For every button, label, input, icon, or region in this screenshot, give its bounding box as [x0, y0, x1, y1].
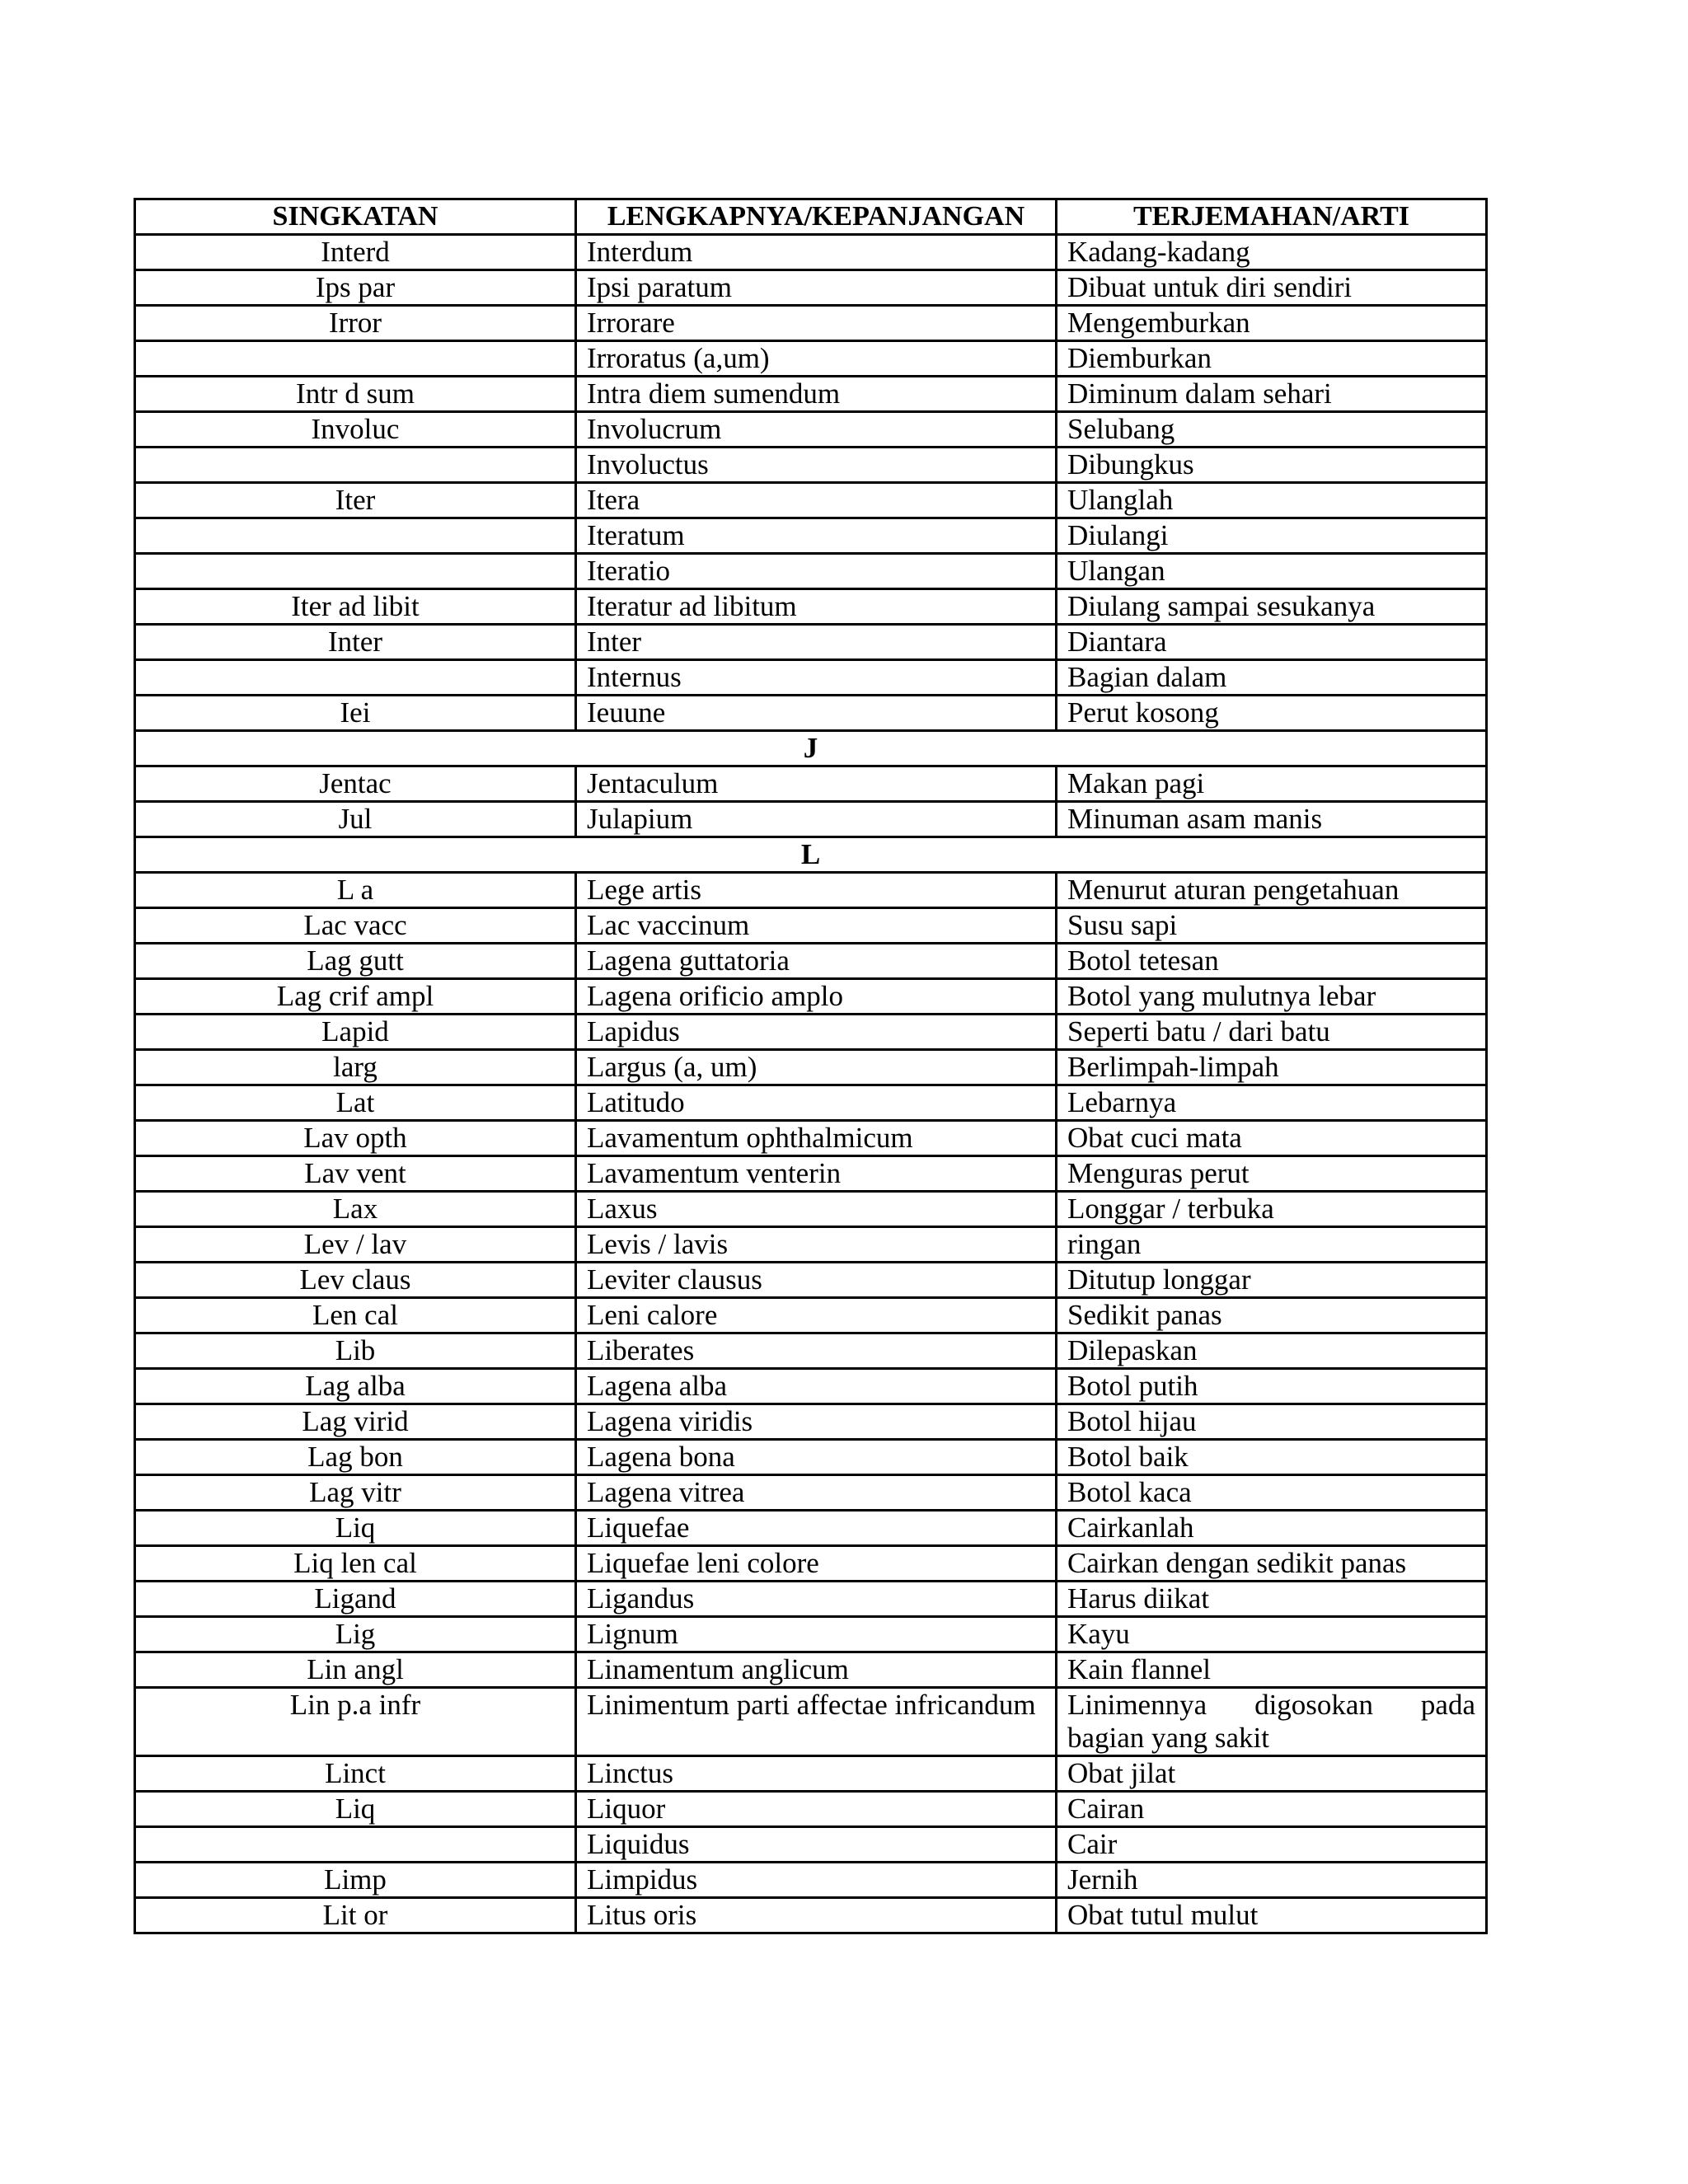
- abbreviation-cell: Jul: [135, 802, 576, 837]
- translation-cell: Dibuat untuk diri sendiri: [1057, 270, 1487, 306]
- abbreviation-cell: [135, 554, 576, 589]
- table-row: [135, 979, 1487, 1015]
- full-form-cell: Lagena vitrea: [576, 1475, 1057, 1511]
- translation-cell: Obat cuci mata: [1057, 1121, 1487, 1156]
- header-terjemahan: TERJEMAHAN/ARTI: [1057, 199, 1487, 235]
- abbreviation-cell: Lig: [135, 1617, 576, 1652]
- translation-cell: Cairkanlah: [1057, 1511, 1487, 1546]
- abbreviation-cell: [135, 448, 576, 483]
- full-form-cell: Ieuune: [576, 696, 1057, 731]
- table-row: [135, 1085, 1487, 1121]
- abbreviation-cell: Inter: [135, 625, 576, 660]
- abbreviation-cell: Lib: [135, 1333, 576, 1369]
- table-row: [135, 1688, 1487, 1756]
- translation-cell: Berlimpah-limpah: [1057, 1050, 1487, 1085]
- translation-cell: Jernih: [1057, 1863, 1487, 1898]
- abbreviation-cell: [135, 660, 576, 696]
- full-form-cell: Irrorare: [576, 306, 1057, 341]
- translation-cell: Harus diikat: [1057, 1582, 1487, 1617]
- translation-cell: Diulangi: [1057, 518, 1487, 554]
- table-row: [135, 1298, 1487, 1333]
- abbreviation-cell: Lag virid: [135, 1404, 576, 1440]
- table-row: [135, 802, 1487, 837]
- full-form-cell: Lagena alba: [576, 1369, 1057, 1404]
- translation-cell: Ulangan: [1057, 554, 1487, 589]
- table-row: [135, 306, 1487, 341]
- header-singkatan: SINGKATAN: [135, 199, 576, 235]
- full-form-cell: Lege artis: [576, 873, 1057, 908]
- abbreviation-cell: Lev claus: [135, 1263, 576, 1298]
- abbreviation-cell: Lav opth: [135, 1121, 576, 1156]
- table-row: [135, 1050, 1487, 1085]
- abbreviation-cell: Len cal: [135, 1298, 576, 1333]
- abbreviation-cell: Lag bon: [135, 1440, 576, 1475]
- full-form-cell: Latitudo: [576, 1085, 1057, 1121]
- table-row: [135, 483, 1487, 518]
- full-form-cell: Irroratus (a,um): [576, 341, 1057, 377]
- abbreviation-cell: Involuc: [135, 412, 576, 448]
- abbreviation-cell: Linct: [135, 1756, 576, 1792]
- translation-cell: ringan: [1057, 1227, 1487, 1263]
- translation-cell: Dilepaskan: [1057, 1333, 1487, 1369]
- translation-cell: Botol tetesan: [1057, 944, 1487, 979]
- translation-cell: Kadang-kadang: [1057, 235, 1487, 270]
- table-row: [135, 1263, 1487, 1298]
- table-row: [135, 1511, 1487, 1546]
- table-row: [135, 1227, 1487, 1263]
- abbreviation-cell: Lag gutt: [135, 944, 576, 979]
- table-row: [135, 1156, 1487, 1192]
- table-row: [135, 1440, 1487, 1475]
- translation-cell: Selubang: [1057, 412, 1487, 448]
- full-form-cell: Lagena orificio amplo: [576, 979, 1057, 1015]
- abbreviation-cell: Lav vent: [135, 1156, 576, 1192]
- abbreviation-cell: Lin p.a infr: [135, 1688, 576, 1756]
- abbreviation-cell: Lat: [135, 1085, 576, 1121]
- full-form-cell: Linamentum anglicum: [576, 1652, 1057, 1688]
- table-row: [135, 660, 1487, 696]
- abbreviation-cell: [135, 1827, 576, 1863]
- abbreviation-cell: Iter ad libit: [135, 589, 576, 625]
- translation-cell: Longgar / terbuka: [1057, 1192, 1487, 1227]
- translation-cell: Perut kosong: [1057, 696, 1487, 731]
- abbreviation-cell: Interd: [135, 235, 576, 270]
- full-form-cell: Ipsi paratum: [576, 270, 1057, 306]
- translation-cell: Cairkan dengan sedikit panas: [1057, 1546, 1487, 1582]
- abbreviation-cell: larg: [135, 1050, 576, 1085]
- translation-cell: Botol baik: [1057, 1440, 1487, 1475]
- abbreviation-cell: Intr d sum: [135, 377, 576, 412]
- full-form-cell: Laxus: [576, 1192, 1057, 1227]
- table-row: [135, 235, 1487, 270]
- abbreviation-cell: Irror: [135, 306, 576, 341]
- translation-cell: Lebarnya: [1057, 1085, 1487, 1121]
- translation-cell: Botol yang mulutnya lebar: [1057, 979, 1487, 1015]
- table-row: [135, 766, 1487, 802]
- abbreviation-cell: Lin angl: [135, 1652, 576, 1688]
- translation-cell: Susu sapi: [1057, 908, 1487, 944]
- table-row: [135, 589, 1487, 625]
- full-form-cell: Litus oris: [576, 1898, 1057, 1933]
- table-row: [135, 1121, 1487, 1156]
- table-row: [135, 873, 1487, 908]
- abbreviation-cell: Ips par: [135, 270, 576, 306]
- translation-cell: Mengemburkan: [1057, 306, 1487, 341]
- translation-cell: Cair: [1057, 1827, 1487, 1863]
- full-form-cell: Liberates: [576, 1333, 1057, 1369]
- translation-cell: Obat tutul mulut: [1057, 1898, 1487, 1933]
- table-row: [135, 908, 1487, 944]
- translation-cell: Kayu: [1057, 1617, 1487, 1652]
- translation-cell: Diminum dalam sehari: [1057, 377, 1487, 412]
- translation-cell: Seperti batu / dari batu: [1057, 1015, 1487, 1050]
- full-form-cell: Ligandus: [576, 1582, 1057, 1617]
- table-row: [135, 1827, 1487, 1863]
- full-form-cell: Lagena viridis: [576, 1404, 1057, 1440]
- translation-cell: Kain flannel: [1057, 1652, 1487, 1688]
- table-body: [135, 235, 1487, 1933]
- translation-cell: Ditutup longgar: [1057, 1263, 1487, 1298]
- table-row: [135, 1369, 1487, 1404]
- table-row: [135, 1546, 1487, 1582]
- header-lengkapnya: LENGKAPNYA/KEPANJANGAN: [576, 199, 1057, 235]
- table-row: [135, 944, 1487, 979]
- translation-cell: Diemburkan: [1057, 341, 1487, 377]
- full-form-cell: Julapium: [576, 802, 1057, 837]
- full-form-cell: Interdum: [576, 235, 1057, 270]
- full-form-cell: Lignum: [576, 1617, 1057, 1652]
- abbreviation-cell: Liq: [135, 1511, 576, 1546]
- translation-cell: Menurut aturan pengetahuan: [1057, 873, 1487, 908]
- abbreviation-cell: [135, 341, 576, 377]
- abbreviation-cell: Lag vitr: [135, 1475, 576, 1511]
- translation-cell: Cairan: [1057, 1792, 1487, 1827]
- full-form-cell: Intra diem sumendum: [576, 377, 1057, 412]
- full-form-cell: Jentaculum: [576, 766, 1057, 802]
- table-row: [135, 696, 1487, 731]
- translation-cell: Makan pagi: [1057, 766, 1487, 802]
- table-row: [135, 625, 1487, 660]
- table-row: [135, 1756, 1487, 1792]
- translation-cell: Obat jilat: [1057, 1756, 1487, 1792]
- full-form-cell: Lac vaccinum: [576, 908, 1057, 944]
- full-form-cell: Linctus: [576, 1756, 1057, 1792]
- full-form-cell: Linimentum parti affectae infricandum: [576, 1688, 1057, 1756]
- full-form-cell: Limpidus: [576, 1863, 1057, 1898]
- table-row: [135, 518, 1487, 554]
- translation-cell: Dibungkus: [1057, 448, 1487, 483]
- table-row: [135, 377, 1487, 412]
- full-form-cell: Liquidus: [576, 1827, 1057, 1863]
- translation-cell: Bagian dalam: [1057, 660, 1487, 696]
- table-row: [135, 1192, 1487, 1227]
- translation-cell: Diantara: [1057, 625, 1487, 660]
- abbreviation-cell: Lag alba: [135, 1369, 576, 1404]
- section-letter: L: [135, 837, 1487, 873]
- translation-cell: Menguras perut: [1057, 1156, 1487, 1192]
- abbreviation-cell: Lapid: [135, 1015, 576, 1050]
- full-form-cell: Leni calore: [576, 1298, 1057, 1333]
- full-form-cell: Lagena guttatoria: [576, 944, 1057, 979]
- full-form-cell: Itera: [576, 483, 1057, 518]
- abbreviation-cell: Ligand: [135, 1582, 576, 1617]
- full-form-cell: Lapidus: [576, 1015, 1057, 1050]
- translation-cell: Sedikit panas: [1057, 1298, 1487, 1333]
- abbreviation-cell: [135, 518, 576, 554]
- full-form-cell: Largus (a, um): [576, 1050, 1057, 1085]
- abbreviation-cell: L a: [135, 873, 576, 908]
- table-row: [135, 1617, 1487, 1652]
- full-form-cell: Involucrum: [576, 412, 1057, 448]
- full-form-cell: Inter: [576, 625, 1057, 660]
- abbreviation-cell: Lax: [135, 1192, 576, 1227]
- full-form-cell: Lavamentum ophthalmicum: [576, 1121, 1057, 1156]
- abbreviation-cell: Iei: [135, 696, 576, 731]
- full-form-cell: Iteratum: [576, 518, 1057, 554]
- table-row: [135, 412, 1487, 448]
- full-form-cell: Iteratur ad libitum: [576, 589, 1057, 625]
- full-form-cell: Internus: [576, 660, 1057, 696]
- full-form-cell: Levis / lavis: [576, 1227, 1057, 1263]
- abbreviation-cell: Limp: [135, 1863, 576, 1898]
- table-row: [135, 1582, 1487, 1617]
- translation-cell: Botol putih: [1057, 1369, 1487, 1404]
- table-row: [135, 270, 1487, 306]
- table-header-row: [135, 199, 1487, 235]
- translation-cell: Minuman asam manis: [1057, 802, 1487, 837]
- table-row: [135, 1475, 1487, 1511]
- full-form-cell: Iteratio: [576, 554, 1057, 589]
- full-form-cell: Liquefae: [576, 1511, 1057, 1546]
- table-row: [135, 1404, 1487, 1440]
- full-form-cell: Involuctus: [576, 448, 1057, 483]
- table-row: [135, 1333, 1487, 1369]
- abbreviation-cell: Lev / lav: [135, 1227, 576, 1263]
- full-form-cell: Liquefae leni colore: [576, 1546, 1057, 1582]
- full-form-cell: Liquor: [576, 1792, 1057, 1827]
- full-form-cell: Leviter clausus: [576, 1263, 1057, 1298]
- translation-cell: Botol kaca: [1057, 1475, 1487, 1511]
- table-row: [135, 1652, 1487, 1688]
- abbreviation-cell: Liq: [135, 1792, 576, 1827]
- translation-cell: Botol hijau: [1057, 1404, 1487, 1440]
- table-row: [135, 1792, 1487, 1827]
- full-form-cell: Lagena bona: [576, 1440, 1057, 1475]
- abbreviation-table: [134, 198, 1488, 1934]
- translation-cell: Linimennya digosokan pada bagian yang sakit: [1057, 1688, 1487, 1756]
- abbreviation-cell: Lit or: [135, 1898, 576, 1933]
- abbreviation-cell: Jentac: [135, 766, 576, 802]
- table-row: [135, 1863, 1487, 1898]
- table-row: [135, 448, 1487, 483]
- section-row: [135, 731, 1487, 766]
- table-row: [135, 554, 1487, 589]
- section-letter: J: [135, 731, 1487, 766]
- table-row: [135, 1898, 1487, 1933]
- abbreviation-cell: Lag crif ampl: [135, 979, 576, 1015]
- table-row: [135, 1015, 1487, 1050]
- abbreviation-cell: Liq len cal: [135, 1546, 576, 1582]
- abbreviation-cell: Lac vacc: [135, 908, 576, 944]
- translation-cell: Diulang sampai sesukanya: [1057, 589, 1487, 625]
- abbreviation-cell: Iter: [135, 483, 576, 518]
- table-row: [135, 341, 1487, 377]
- full-form-cell: Lavamentum venterin: [576, 1156, 1057, 1192]
- translation-cell: Ulanglah: [1057, 483, 1487, 518]
- section-row: [135, 837, 1487, 873]
